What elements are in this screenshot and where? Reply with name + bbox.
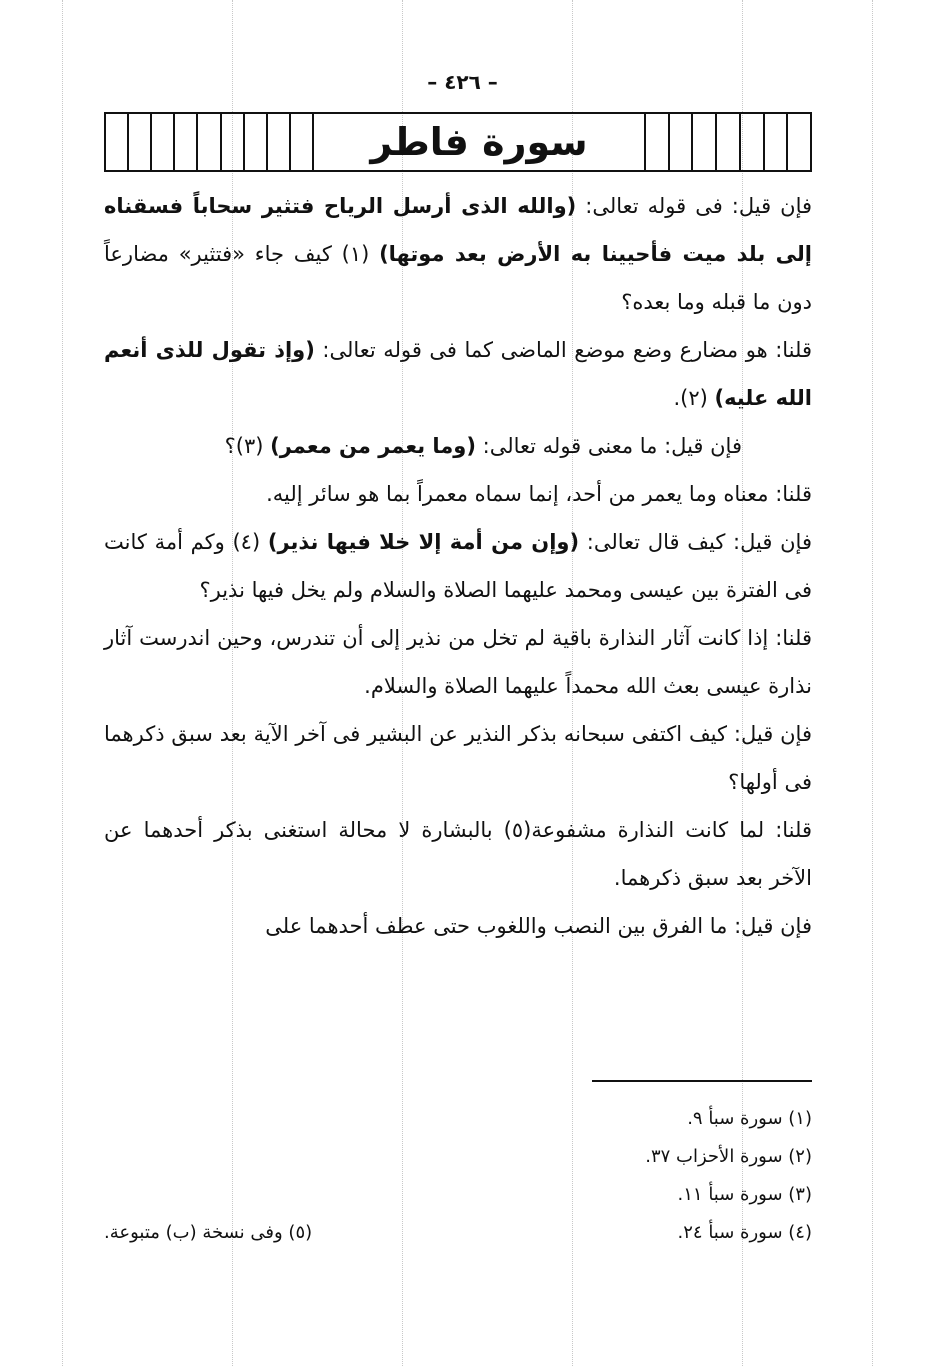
paragraph xyxy=(104,470,812,518)
paragraph xyxy=(104,422,812,470)
scan-artifact-line xyxy=(62,0,63,1366)
text-run: قلنا: لما كانت النذارة مشفوعة(٥) بالبشارة لا محالة استغنى بذكر أحدهما عن الآخر بعد سبق ذكرهما. xyxy=(104,818,813,890)
quran-verse: (وإذ تقول للذى أنعم الله عليه) xyxy=(104,338,812,410)
quran-verse: (والله الذى أرسل الرياح فتثير سحاباً فسقناه إلى بلد ميت فأحيينا به الأرض بعد موتها) xyxy=(104,194,812,266)
text-run: قلنا: هو مضارع وضع موضع الماضى كما فى قوله تعالى: xyxy=(314,338,813,362)
surah-header-frame xyxy=(104,112,812,172)
header-decoration-right xyxy=(644,114,810,170)
main-text xyxy=(104,182,812,950)
footnote-separator xyxy=(592,1080,812,1082)
text-run: (٤) وكم أمة كانت فى الفترة بين عيسى ومحمد عليهما الصلاة والسلام ولم يخل فيها نذير؟ xyxy=(104,530,812,602)
text-run: فإن قيل: كيف قال تعالى: xyxy=(579,530,812,554)
footnotes xyxy=(104,1100,812,1252)
footnote: (٣) سورة سبأ ١١. xyxy=(677,1184,812,1205)
text-run: (٣)؟ xyxy=(224,434,271,458)
text-run: فإن قيل: ما الفرق بين النصب واللغوب حتى عطف أحدهما على xyxy=(265,914,812,938)
text-run: (٢). xyxy=(673,386,715,410)
text-run: فإن قيل: كيف اكتفى سبحانه بذكر النذير عن البشير فى آخر الآية بعد سبق ذكرهما فى أولها؟ xyxy=(104,722,812,794)
footnote: (٤) سورة سبأ ٢٤. xyxy=(677,1222,812,1243)
quran-verse: (وإن من أمة إلا خلا فيها نذير) xyxy=(267,530,580,554)
text-run: فإن قيل: فى قوله تعالى: xyxy=(576,194,813,218)
footnote: (٢) سورة الأحزاب ٣٧. xyxy=(645,1146,812,1167)
footnote: (١) سورة سبأ ٩. xyxy=(687,1108,812,1129)
footnote: (٥) وفى نسخة (ب) متبوعة. xyxy=(104,1222,313,1243)
quran-verse: (وما يعمر من معمر) xyxy=(270,434,476,458)
paragraph xyxy=(104,614,812,710)
scan-artifact-line xyxy=(872,0,873,1366)
paragraph xyxy=(104,182,812,326)
text-run: (١) كيف جاء «فتثير» مضارعاً دون ما قبله وما بعده؟ xyxy=(104,242,812,314)
text-run: قلنا: إذا كانت آثار النذارة باقية لم تخل من نذير إلى أن تندرس، وحين اندرست آثار نذارة عيسى بعث الله محمداً عليهما الصلاة والسلام. xyxy=(104,626,812,698)
page-number: – ٤٢٦ – xyxy=(427,70,498,94)
header-decoration-left xyxy=(106,114,314,170)
paragraph xyxy=(104,902,812,950)
paragraph xyxy=(104,326,812,422)
paragraph xyxy=(104,518,812,614)
text-run: قلنا: معناه وما يعمر من أحد، إنما سماه معمراً بما هو سائر إليه. xyxy=(266,482,812,506)
paragraph xyxy=(104,710,812,806)
paragraph xyxy=(104,806,812,902)
text-run: فإن قيل: ما معنى قوله تعالى: xyxy=(475,434,742,458)
surah-title: سورة فاطر xyxy=(370,120,588,164)
